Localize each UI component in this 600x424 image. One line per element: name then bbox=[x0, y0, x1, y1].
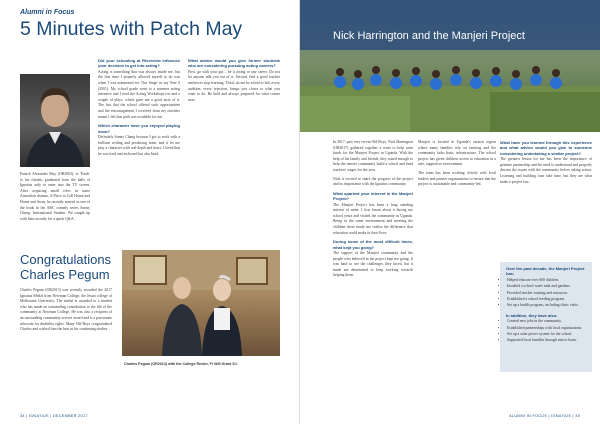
list-item: • Set up a solar power system for the school. bbox=[507, 332, 592, 337]
list-item: • Established partnerships with local organisations. bbox=[507, 326, 592, 331]
profile-caption: Patrick Alexander May (OR2003), or 'Patch' to his friends, graduated from the halls of Ignatius only to enter into the TV screen. After acquiring small roles in some Australian dramas, A Place to Call Home and Home and Away, he recently starred as one of the leads in the ABC comedy series Sonny Chang: International Student. We caught up with him recently for a quick Q&A. bbox=[20, 172, 90, 221]
right-answer-2: The support of the Manjeri community and the people who believed in the project kept me going. It was hard to see the challenges they faced, but it made me determined to keep working towards helping them. bbox=[333, 250, 413, 278]
list-item: • Created new jobs in the community. bbox=[507, 319, 592, 324]
question-3: What advice would you give former students who are considering pursuing acting careers? bbox=[188, 58, 280, 69]
right-question-1: What sparked your interest in the Manjeri Project? bbox=[333, 190, 413, 202]
list-item: • Supported local families through micro-loans. bbox=[507, 338, 592, 343]
list-item: • Provided teacher training and resources. bbox=[507, 291, 592, 296]
section-label: Alumni in Focus bbox=[20, 9, 75, 16]
right-col1-para-2: Nick is excited to share the progress of the project and its importance with the Ignatius community. bbox=[333, 176, 413, 187]
question-2: Which character have you enjoyed playing most? bbox=[98, 123, 180, 134]
congrats-text: Charles Pegum (OR2013) was recently awarded the 2017 Ignatius Medal from Newman College, the Jesuit college of Melbourne University. The medal is awarded to a student who has made an outstanding contribution to the life of the community at Newman College. He was also a recipient of an outstanding community service award and is a passionate advocate for disability rights. Many Old Boys congratulated Charles and wished him the best in his continuing studies. bbox=[20, 288, 112, 332]
box-heading-2: In addition, they have also: bbox=[506, 312, 558, 318]
left-footer: 34 | IGNATIUS | DECEMBER 2017 bbox=[20, 414, 88, 418]
congrats-title: Congratulations Charles Pegum bbox=[20, 252, 112, 282]
right-answer-1: The Manjeri Project has been a long standing interest of mine. I first learnt about it during my school years and visited the community in Uganda. Being in the same environment and meeting the children there made me realise the difference that education could make in their lives. bbox=[333, 202, 413, 235]
list-item: • Installed a school water tank and gardens. bbox=[507, 284, 592, 289]
right-column-3 bbox=[500, 140, 592, 188]
qa-column-1 bbox=[98, 58, 180, 160]
group-photo bbox=[122, 250, 280, 356]
right-page bbox=[300, 0, 600, 424]
question-1: Did your schooling at Riverview influence your decision to get into acting? bbox=[98, 58, 180, 69]
right-question-3: What have you learned through this experience and what advice would you give to someone considering undertaking a similar project? bbox=[500, 140, 592, 156]
answer-3: First, go with your gut – be it acting or any career. Do not let anyone talk you out of it. Second, find a good teacher and never stop learning. Third, do not be afraid to fail; every audition, every rejection, brings you closer to what you want to do. Be bold and always prepared for what comes next. bbox=[188, 69, 280, 102]
banner-photo bbox=[300, 0, 600, 132]
right-answer-3: The greatest lesson for me has been the importance of genuine partnership and the need to understand and properly discuss the issues with the community before taking action. Listening and building trust take time, but they are what make a project last. bbox=[500, 157, 592, 184]
answer-2: Definitely Sonny Chang because I got to work with a brilliant writing and producing team, and it let me play a character with real depth and heart. I loved that he was loud and awkward but also kind. bbox=[98, 134, 180, 156]
right-column-1 bbox=[333, 140, 413, 282]
achievements-box bbox=[500, 262, 592, 372]
right-page-title: Nick Harrington and the Manjeri Project bbox=[333, 30, 525, 42]
list-item: • Established a school feeding program. bbox=[507, 297, 592, 302]
group-photo-caption: Charles Pegum (OR2013) with the College Rector, Fr Will Grant SJ. bbox=[124, 362, 238, 366]
right-col2-para-1: Manjeri is located in Uganda's eastern region where many families rely on farming and the community lacks basic infrastructure. The school project has given children access to education in a safe, supportive environment. bbox=[418, 140, 496, 167]
right-question-2: During some of the most difficult times, what kept you going? bbox=[333, 239, 413, 250]
right-col2-para-2: The team has been working closely with local leaders and partner organisations to ensure that the project is sustainable and community-led. bbox=[418, 170, 496, 187]
right-column-2 bbox=[418, 140, 496, 191]
right-col1-para-1: In 2017, past very recent Old Boys, Nick Harrington (OR2017) gathered together a team to help raise funds for the Manjeri Project in Uganda. With the help of his family and friends, they raised enough to help the remote community build a school and fund teachers' wages for the year. bbox=[333, 140, 413, 172]
list-item: • Set up a health program, including clinic visits. bbox=[507, 303, 592, 308]
box-heading-1: Over the past decade, the Manjeri Project has: bbox=[506, 266, 585, 277]
box-list-1 bbox=[500, 278, 592, 309]
right-footer: ALUMNI IN FOCUS | IGNATIUS | 35 bbox=[509, 414, 580, 418]
box-list-2 bbox=[500, 319, 592, 344]
list-item: • Helped educate over 600 children. bbox=[507, 278, 592, 283]
answer-1: Acting is something that was always inside me, but the first time I properly allowed myself to do was when I was nominated for 'Our Stage' in my Year 8 (2001). My school grade went to a summer acting intensive and I tried the Acting Workshops too and a couple of plays, which gave me a good taste of it. The fact that the school offered such opportunities and the encouragement I received from my teachers meant I felt that path was available for me. bbox=[98, 69, 180, 119]
profile-photo bbox=[20, 74, 90, 167]
qa-column-2 bbox=[188, 58, 280, 106]
page-title: 5 Minutes with Patch May bbox=[20, 18, 243, 40]
